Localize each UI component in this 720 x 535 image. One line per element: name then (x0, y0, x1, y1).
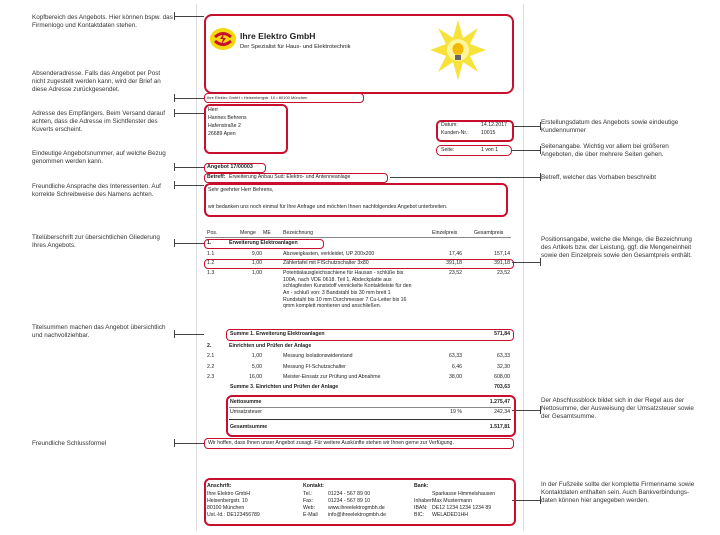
annotation-page: Seitenangabe. Wichtig vor allem bei größeren Angeboten, die über mehrere Seiten gehen. (541, 143, 669, 159)
recipient-line-2: Hannes Behrens (208, 115, 247, 121)
item-2-3-qty: 16,00 (249, 374, 262, 380)
customer-value: 10015 (481, 130, 496, 136)
annotation-subtotals: Titelsummen machen das Angebot übersichtlich und nachvollziehbar. (32, 324, 166, 340)
salutation: Sehr geehrter Herr Behrens, (208, 187, 274, 193)
col-pos: Pos. (207, 230, 218, 236)
item-1-3-price: 23,52 (449, 270, 462, 276)
col-desc: Bezeichnung (283, 230, 313, 236)
item-1-2-price: 391,18 (446, 260, 462, 266)
annotation-footer: In der Fußzeile sollte der komplette Firmenname sowie Kontaktdaten enthalten sein. Auch Bankverbindungs-daten können hier angegeben werden. (541, 481, 695, 505)
subject-text: Erweiterung Anbau Sud: Elektro- und Antenneanlage (229, 174, 351, 180)
date-label: Datum: (441, 122, 458, 128)
footer-bank-title: Bank: (414, 483, 429, 489)
item-1-3-qty: 1,00 (251, 270, 262, 276)
item-1-1-price: 17,46 (449, 251, 462, 257)
recipient-line-3: Hafenstraße 2 (208, 123, 241, 129)
net-value: 1.275,47 (489, 399, 510, 405)
annotation-positions: Positionsangabe, welche die Menge, die Bezeichnung des Artikels bzw. der Leistung, ggf. die Mengeneinheit sowie den Einzelpreis sowie den Gesamtpreis enthält. (541, 236, 692, 260)
gross-value: 1.517,81 (489, 424, 510, 430)
offer-number: Angebot 17/00003 (207, 164, 253, 170)
company-logo-icon (210, 28, 236, 50)
vat-label: Umsatzsteuer (230, 409, 262, 415)
col-qty: Menge (240, 230, 256, 236)
footer-address-title: Anschrift: (207, 483, 232, 489)
item-2-1-qty: 1,00 (251, 353, 262, 359)
annotation-subject: Betreff, welcher das Vorhaben beschreibt (541, 174, 657, 181)
vat-rate: 19 % (450, 409, 462, 415)
footer-email: info@ihreelektrogmbh.de (328, 512, 387, 518)
page-label: Seite: (441, 147, 455, 153)
footer-bank-label-4: BIC: (414, 512, 425, 518)
footer-contact-label-3: Web: (303, 505, 316, 511)
customer-label: Kunden-Nr.: (441, 130, 469, 136)
footer-address-4: Ust.-Id.: DE123456789 (207, 512, 260, 518)
net-label: Nettosumme (230, 399, 262, 405)
col-total: Gesamtpreis (474, 230, 504, 236)
annotation-offer-number: Eindeutige Angebotsnummer, auf welche Bezug genommen werden kann. (32, 150, 166, 166)
section1-number: 1. (207, 240, 212, 246)
item-1-1-total: 157,14 (494, 251, 510, 257)
item-2-1-pos: 2.1 (207, 353, 215, 359)
item-1-2-pos: 1.2 (207, 260, 215, 266)
footer-address-1: Ihre Elektro GmbH (207, 491, 250, 497)
closing-text: Wir hoffen, dass Ihnen unser Angebot zusagt. Für weitere Auskünfte stehen wir Ihnen gerne zur Verfügung. (208, 440, 454, 446)
sum1-value: 571,84 (494, 331, 510, 337)
footer-web: www.ihreelektrogmbh.de (328, 505, 385, 511)
section2-number: 2. (207, 343, 212, 349)
section1-title: Erweiterung Elektroanlagen (229, 240, 298, 246)
item-1-1-pos: 1.1 (207, 251, 215, 257)
sum2-value: 703,63 (494, 384, 510, 390)
vat-value: 242,34 (494, 409, 510, 415)
annotation-date: Erstellungsdatum des Angebots sowie eindeutige Kundennummer (541, 119, 679, 135)
item-2-2-price: 6,46 (451, 364, 462, 370)
page-value: 1 von 1 (481, 147, 499, 153)
footer-contact-label-4: E-Mail (303, 512, 318, 518)
gross-label: Gesamtsumme (230, 424, 268, 430)
item-2-3-desc: Meister-Einsatz zur Prüfung und Abnahme (283, 374, 381, 380)
footer-address-2: Heisenbergstr. 10 (207, 498, 248, 504)
footer-bank-iban: DE12 1234 1234 1234 89 (432, 505, 492, 511)
sum1-label: Summe 1. Erweiterung Elektroanlagen (230, 331, 325, 337)
item-1-2-total: 391,18 (494, 260, 510, 266)
footer-address-3: 80100 München (207, 505, 245, 511)
annotation-totals: Der Abschlussblock bildet sich in der Regel aus der Nettosumme, der Ausweisung der Umsatzsteuer sowie der Gesamtsumme. (541, 397, 694, 421)
item-2-2-total: 32,30 (497, 364, 510, 370)
item-2-3-pos: 2.3 (207, 374, 215, 380)
date-value: 14.12.2017 (481, 122, 507, 128)
footer-bank-owner: Max Mustermann (432, 498, 473, 504)
item-2-1-price: 63,33 (449, 353, 462, 359)
item-2-2-desc: Messung FI-Schutzschalter (283, 364, 346, 370)
footer-contact-label-1: Tel.: (303, 491, 313, 497)
item-1-1-qty: 9,00 (251, 251, 262, 257)
annotation-closing: Freundliche Schlussformel (32, 440, 107, 447)
item-1-3-pos: 1.3 (207, 270, 215, 276)
footer-bank-label-3: IBAN: (414, 505, 428, 511)
annotation-sender: Absenderadresse. Falls das Angebot per Post nicht zugestellt werden kann, wird der Brief an diese Adresse zurückgesendet. (32, 70, 161, 94)
item-2-3-total: 608,00 (494, 374, 510, 380)
company-name: Ihre Elektro GmbH (240, 31, 316, 41)
sum2-label: Summe 3. Einrichten und Prüfen der Anlage (230, 384, 339, 390)
footer-bank-name: Sparkasse Himmelshausen (432, 491, 496, 497)
annotation-section-title: Titelüberschrift zur übersichtlichen Gliederung Ihres Angebots. (32, 234, 160, 250)
annotation-salutation: Freundliche Ansprache des Interessenten. Auf korrekte Schreibweise des Namens achten. (32, 183, 161, 199)
recipient-line-4: 26689 Apen (208, 131, 236, 137)
lightbulb-icon (430, 20, 486, 82)
item-1-3-total: 23,52 (497, 270, 510, 276)
item-2-3-price: 38,00 (449, 374, 462, 380)
item-1-3-desc: Potentialausgleichsschiene für Hausan - schlüße bis 100A, nach VDE 0618. Teil 1, Abdeckplatte aus schlagfesten Kunststoff vernickelte Kontaktleiste für den An - schluß von: 3 Bandstahl bis 30 mm breit 1 Rundstahl bis 10 mm Durchmesser 7 Cu-Leiter bis 16 qmm komplett montieren und anschließen. (283, 270, 412, 310)
footer-phone: 01234 - 567 89 00 (328, 491, 371, 497)
totals-rule-1 (229, 407, 511, 408)
item-1-1-desc: Abzweigkasten, verkleidet, UP 200x200 (283, 251, 375, 257)
recipient-line-1: Herr (208, 107, 219, 113)
item-2-1-desc: Messung Isolationswiderstand (283, 353, 353, 359)
header-rule (205, 237, 511, 238)
item-2-1-total: 63,33 (497, 353, 510, 359)
footer-bank-label-2: Inhaber: (414, 498, 434, 504)
company-tagline: Der Spezialist für Haus- und Elektrotechnik (240, 44, 351, 50)
item-1-2-desc: Zählertafel mit FISchutzschalter 3x80 (283, 260, 369, 266)
sender-line: Ihre Elektro GmbH • Heisenbergstr. 10 • 80100 München (207, 95, 308, 100)
col-price: Einzelpreis (432, 230, 458, 236)
annotation-header: Kopfbereich des Angebots. Hier können bspw. das Firmenlogo und Kontaktdaten stehen. (32, 14, 173, 30)
intro-text: wir bedanken uns noch einmal für Ihre Anfrage und möchten Ihnen nachfolgendes Angebot unterbreiten. (208, 204, 448, 210)
item-2-2-pos: 2.2 (207, 364, 215, 370)
footer-fax: 01234 - 567 89 10 (328, 498, 371, 504)
col-unit: ME (263, 230, 271, 236)
footer-bank-bic: WELADED1HH (432, 512, 469, 518)
section2-title: Einrichten und Prüfen der Anlage (229, 343, 312, 349)
subject-label: Betreff: (207, 174, 226, 180)
footer-contact-title: Kontakt: (303, 483, 325, 489)
item-2-2-qty: 5,00 (251, 364, 262, 370)
item-1-2-qty: 1,00 (251, 260, 262, 266)
footer-contact-label-2: Fax: (303, 498, 314, 504)
annotation-recipient: Adresse des Empfängers. Beim Versand darauf achten, dass die Adresse im Sichtfenster des Kuverts erscheint. (32, 110, 166, 134)
totals-rule-2 (229, 419, 511, 420)
